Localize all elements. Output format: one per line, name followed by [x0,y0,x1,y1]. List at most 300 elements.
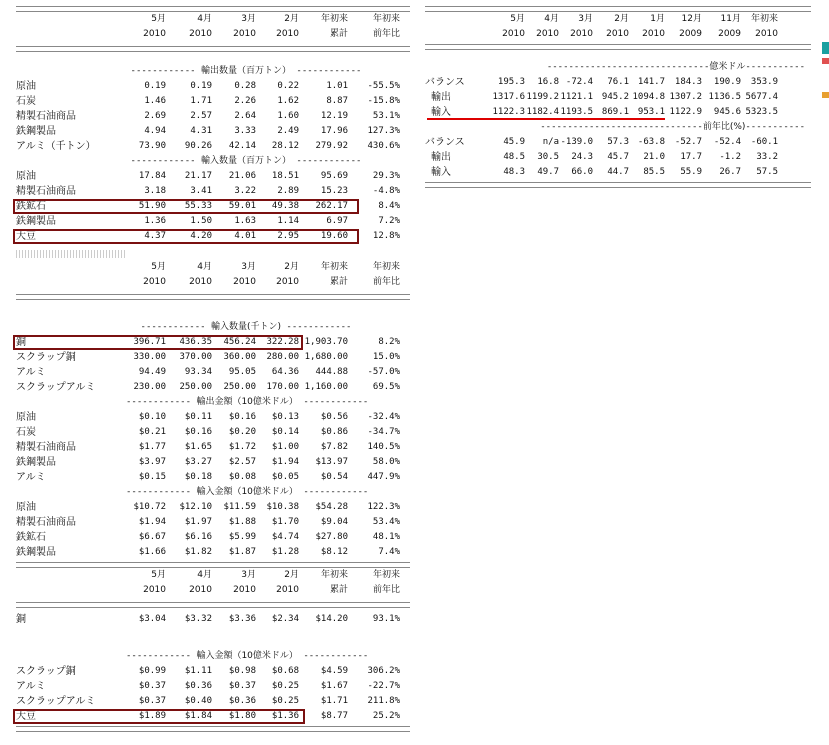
row-label: 原油 [16,81,36,92]
cell-value: $3.97 [138,457,166,467]
cell-value: 2.49 [277,126,299,136]
cell-value: $1.36 [271,711,299,721]
cell-value: 953.1 [637,107,665,117]
header-cell: 前年比 [372,585,400,595]
cell-value: 55.9 [680,167,702,177]
cell-value: $8.12 [320,547,348,557]
table-row [16,365,410,380]
cell-value: 3.41 [190,186,212,196]
cell-value: 1307.2 [669,92,702,102]
table-row [16,229,410,244]
header-cell: 2010 [143,277,166,287]
cell-value: 141.7 [637,77,665,87]
cell-value: 456.24 [223,337,256,347]
header-cell: 年初来 [372,570,400,580]
cell-value: -22.7% [367,681,400,691]
cell-value: $0.56 [320,412,348,422]
dash-line: ------------ [297,397,369,407]
cell-value: 1122.3 [492,107,525,117]
section-title-text: 輸入数量（百万トン） [200,156,291,166]
row-label: アルミ [16,681,46,692]
header-cell: 2月 [614,14,629,24]
table-row [16,694,410,709]
header-cell: 前年比 [372,29,400,39]
cell-value: 16.8 [537,77,559,87]
row-label: スクラップ銅 [16,352,76,363]
dash-line: ----------- [745,62,805,72]
cell-value: 28.12 [271,141,299,151]
table-row [16,679,410,694]
table-row [16,109,410,124]
row-label: スクラップアルミ [16,382,96,393]
table-row [425,75,811,90]
row-label: 原油 [16,502,36,513]
dash-line: ------------ [291,66,362,76]
header-row [425,27,811,42]
cell-value: 184.3 [674,77,702,87]
cell-value: $0.36 [184,681,212,691]
cell-value: $1.70 [271,517,299,527]
table-row [425,90,811,105]
dash-line: ------------ [126,397,197,407]
cell-value: 4.20 [190,231,212,241]
table-row [16,184,410,199]
cell-value: 447.9% [367,472,400,482]
cell-value: $0.40 [184,696,212,706]
header-cell: 4月 [544,14,559,24]
header-cell: 3月 [578,14,593,24]
header-cell: 2010 [143,29,166,39]
row-label: 鉄鋼製品 [16,216,56,227]
dash-line: ----------- [745,122,805,132]
header-row [16,275,410,290]
row-label: 大豆 [16,231,36,242]
header-row [16,583,410,598]
header-cell: 2010 [276,277,299,287]
cell-value: $4.59 [320,666,348,676]
cell-value: 48.1% [372,532,400,542]
cell-value: $2.34 [271,614,299,624]
section-title-text: 輸入数量(千トン) [210,322,282,332]
dash-line: ------------ [140,322,211,332]
cell-value: 2.57 [190,111,212,121]
cell-value: 1.01 [326,81,348,91]
cell-value: $0.25 [271,696,299,706]
cell-value: $1.28 [271,547,299,557]
cell-value: 353.9 [750,77,778,87]
cell-value: 94.49 [138,367,166,377]
cell-value: 12.8% [372,231,400,241]
row-label: 精製石油商品 [16,186,76,197]
table-row [16,612,410,627]
row-label: 大豆 [16,711,36,722]
cell-value: 33.2 [756,152,778,162]
header-row [16,27,410,42]
section-title [126,154,366,169]
cell-value: 59.01 [228,201,256,211]
cell-value: -4.8% [372,186,400,196]
header-row [16,260,410,275]
section-title-text: 輸入金額（10億米ドル） [196,487,298,497]
header-cell: 前年比 [372,277,400,287]
row-label: 精製石油商品 [16,111,76,122]
section-title [126,395,369,410]
table-row [425,150,811,165]
cell-value: $1.66 [138,547,166,557]
dash-line: ------------ [130,156,201,166]
cell-value: 170.00 [266,382,299,392]
cell-value: 73.90 [138,141,166,151]
cell-value: 55.33 [184,201,212,211]
table-row [16,455,410,470]
table-row [16,664,410,679]
cell-value: $0.37 [138,696,166,706]
section-title [126,320,366,335]
table-row [16,335,410,350]
cell-value: $13.97 [315,457,348,467]
cell-value: 2.26 [234,96,256,106]
header-cell: 2月 [284,570,299,580]
row-label: 銅 [16,614,26,625]
header-cell: 4月 [197,14,212,24]
cell-value: 4.01 [234,231,256,241]
cell-value: 0.22 [277,81,299,91]
cell-value: $11.59 [223,502,256,512]
cell-value: $1.89 [138,711,166,721]
cell-value: $54.28 [315,502,348,512]
cell-value: 25.2% [372,711,400,721]
table-row [16,425,410,440]
cell-value: 280.00 [266,352,299,362]
table-row [16,79,410,94]
double-rule [16,294,410,300]
header-cell: 年初来 [320,570,348,580]
cell-value: 17.7 [680,152,702,162]
cell-value: $0.16 [228,412,256,422]
header-cell: 2010 [276,29,299,39]
cell-value: 3.33 [234,126,256,136]
cell-value: 17.84 [138,171,166,181]
cell-value: 1122.9 [669,107,702,117]
cell-value: 49.7 [537,167,559,177]
cell-value: 57.5 [756,167,778,177]
dash-line: ------------ [281,322,352,332]
cell-value: $1.71 [320,696,348,706]
table-row [16,139,410,154]
cell-value: 66.0 [571,167,593,177]
cell-value: $0.05 [271,472,299,482]
cell-value: 45.9 [503,137,525,147]
row-label: 銅 [16,337,26,348]
cell-value: 93.1% [372,614,400,624]
cell-value: 4.37 [144,231,166,241]
section-title-text: 輸出金額（10億米ドル） [196,397,298,407]
row-label: 輸出 [431,152,451,163]
cell-value: $1.80 [228,711,256,721]
cell-value: 1121.1 [560,92,593,102]
cell-value: 24.3 [571,152,593,162]
cell-value: $10.72 [133,502,166,512]
section-title-text: 前年比(%) [702,122,746,132]
cell-value: 21.17 [184,171,212,181]
side-color-strip [822,30,829,100]
double-rule [16,46,410,52]
cell-value: $1.94 [138,517,166,527]
header-row [16,568,410,583]
cell-value: 250.00 [179,382,212,392]
cell-value: $3.04 [138,614,166,624]
cell-value: $0.11 [184,412,212,422]
row-label: 輸入 [431,167,451,178]
row-label: 精製石油商品 [16,442,76,453]
dash-line: ------------ [126,487,197,497]
dash-line: ------------------------------ [540,122,703,132]
cell-value: 57.3 [607,137,629,147]
cell-value: -72.4 [565,77,593,87]
double-rule [16,726,410,732]
cell-value: 1.14 [277,216,299,226]
table-row [16,380,410,395]
header-cell: 2010 [502,29,525,39]
cell-value: $0.10 [138,412,166,422]
cell-value: $2.57 [228,457,256,467]
header-cell: 12月 [681,14,702,24]
cell-value: 5323.5 [745,107,778,117]
double-rule [425,44,811,50]
cell-value: 85.5 [643,167,665,177]
header-cell: 3月 [241,14,256,24]
cell-value: 2.95 [277,231,299,241]
cell-value: 945.6 [713,107,741,117]
header-cell: 2010 [189,585,212,595]
cell-value: -52.7 [674,137,702,147]
cell-value: 1.71 [190,96,212,106]
cell-value: 95.69 [320,171,348,181]
cell-value: 7.4% [378,547,400,557]
dash-line: ------------ [297,487,369,497]
cell-value: 1193.5 [560,107,593,117]
dash-line: ------------------------------ [546,62,710,72]
cell-value: 8.4% [378,201,400,211]
cell-value: $1.77 [138,442,166,452]
cell-value: $0.21 [138,427,166,437]
cell-value: 190.9 [713,77,741,87]
table-row [16,530,410,545]
cell-value: 21.0 [643,152,665,162]
cell-value: 2.64 [234,111,256,121]
cell-value: 26.7 [719,167,741,177]
cell-value: $1.67 [320,681,348,691]
row-label: アルミ（千トン） [16,141,96,152]
cell-value: 436.35 [179,337,212,347]
cell-value: -52.4 [713,137,741,147]
cell-value: 444.88 [315,367,348,377]
header-cell: 年初来 [320,262,348,272]
cell-value: 29.3% [372,171,400,181]
table-row [16,199,410,214]
cell-value: 127.3% [367,126,400,136]
row-label: バランス [425,77,465,88]
row-label: 輸入 [431,107,451,118]
cell-value: $5.99 [228,532,256,542]
cell-value: 58.0% [372,457,400,467]
cell-value: $0.18 [184,472,212,482]
row-label: 原油 [16,171,36,182]
row-label: 精製石油商品 [16,517,76,528]
table-row [16,214,410,229]
table-row [16,470,410,485]
cell-value: 1094.8 [632,92,665,102]
table-row [16,350,410,365]
cell-value: 19.60 [320,231,348,241]
cell-value: $1.94 [271,457,299,467]
cell-value: 1.60 [277,111,299,121]
cell-value: $14.20 [315,614,348,624]
cell-value: $1.82 [184,547,212,557]
cell-value: -32.4% [367,412,400,422]
header-cell: 1月 [650,14,665,24]
dotted-rule [16,250,126,258]
header-cell: 累計 [329,585,348,595]
table-row [16,124,410,139]
section-title-text: 億米ドル [709,62,746,72]
dash-line: ------------ [291,156,362,166]
section-title-text: 輸出数量（百万トン） [200,66,291,76]
section-title [126,64,366,79]
cell-value: 76.1 [607,77,629,87]
header-cell: 2010 [233,29,256,39]
cell-value: 396.71 [133,337,166,347]
row-label: スクラップ銅 [16,666,76,677]
cell-value: 4.31 [190,126,212,136]
cell-value: 330.00 [133,352,166,362]
header-cell: 2010 [189,29,212,39]
cell-value: 306.2% [367,666,400,676]
cell-value: 44.7 [607,167,629,177]
row-label: アルミ [16,367,46,378]
dash-line: ------------ [126,651,197,661]
double-rule [425,182,811,188]
row-label: 鉄鉱石 [16,201,46,212]
cell-value: 7.2% [378,216,400,226]
header-cell: 2009 [718,29,741,39]
cell-value: $10.38 [266,502,299,512]
cell-value: 1136.5 [708,92,741,102]
cell-value: 2.69 [144,111,166,121]
cell-value: $0.08 [228,472,256,482]
cell-value: 869.1 [601,107,629,117]
table-row [16,410,410,425]
cell-value: -15.8% [367,96,400,106]
header-cell: 2010 [276,585,299,595]
cell-value: $3.32 [184,614,212,624]
cell-value: 122.3% [367,502,400,512]
cell-value: $1.87 [228,547,256,557]
header-cell: 2010 [755,29,778,39]
cell-value: -57.0% [367,367,400,377]
double-rule [16,602,410,608]
cell-value: 250.00 [223,382,256,392]
cell-value: -63.8 [637,137,665,147]
table-row [16,709,410,724]
header-cell: 2010 [642,29,665,39]
cell-value: 53.4% [372,517,400,527]
cell-value: 90.26 [184,141,212,151]
header-row [425,12,811,27]
table-row [425,165,811,180]
section-title [515,120,805,135]
header-cell: 累計 [329,29,348,39]
cell-value: $9.04 [320,517,348,527]
cell-value: -34.7% [367,427,400,437]
cell-value: 48.3 [503,167,525,177]
cell-value: 48.5 [503,152,525,162]
header-cell: 5月 [151,262,166,272]
cell-value: $6.16 [184,532,212,542]
cell-value: $3.36 [228,614,256,624]
header-cell: 5月 [151,570,166,580]
cell-value: -1.2 [719,152,741,162]
cell-value: $3.27 [184,457,212,467]
cell-value: 51.90 [138,201,166,211]
cell-value: 3.22 [234,186,256,196]
row-label: スクラップアルミ [16,696,96,707]
cell-value: 17.96 [320,126,348,136]
cell-value: 64.36 [271,367,299,377]
cell-value: $1.00 [271,442,299,452]
cell-value: 140.5% [367,442,400,452]
cell-value: $1.11 [184,666,212,676]
cell-value: 53.1% [372,111,400,121]
cell-value: 12.19 [320,111,348,121]
cell-value: $8.77 [320,711,348,721]
cell-value: 1.46 [144,96,166,106]
cell-value: 2.89 [277,186,299,196]
header-cell: 2010 [570,29,593,39]
cell-value: $1.84 [184,711,212,721]
cell-value: -60.1 [750,137,778,147]
row-label: 原油 [16,412,36,423]
cell-value: 8.2% [378,337,400,347]
row-label: 石炭 [16,427,36,438]
table-row [16,169,410,184]
header-cell: 2月 [284,262,299,272]
cell-value: -139.0 [560,137,593,147]
header-cell: 2010 [233,277,256,287]
cell-value: 1182.4 [526,107,559,117]
header-cell: 年初来 [320,14,348,24]
cell-value: $0.13 [271,412,299,422]
table-row [425,135,811,150]
cell-value: 3.18 [144,186,166,196]
cell-value: $1.97 [184,517,212,527]
cell-value: $0.99 [138,666,166,676]
header-cell: 5月 [510,14,525,24]
cell-value: 945.2 [601,92,629,102]
cell-value: 15.0% [372,352,400,362]
cell-value: $0.98 [228,666,256,676]
cell-value: 0.28 [234,81,256,91]
row-label: バランス [425,137,465,148]
cell-value: $0.15 [138,472,166,482]
cell-value: 1317.6 [492,92,525,102]
header-cell: 3月 [241,570,256,580]
cell-value: 1.50 [190,216,212,226]
header-cell: 2010 [189,277,212,287]
cell-value: 8.87 [326,96,348,106]
table-row [16,500,410,515]
header-cell: 4月 [197,262,212,272]
